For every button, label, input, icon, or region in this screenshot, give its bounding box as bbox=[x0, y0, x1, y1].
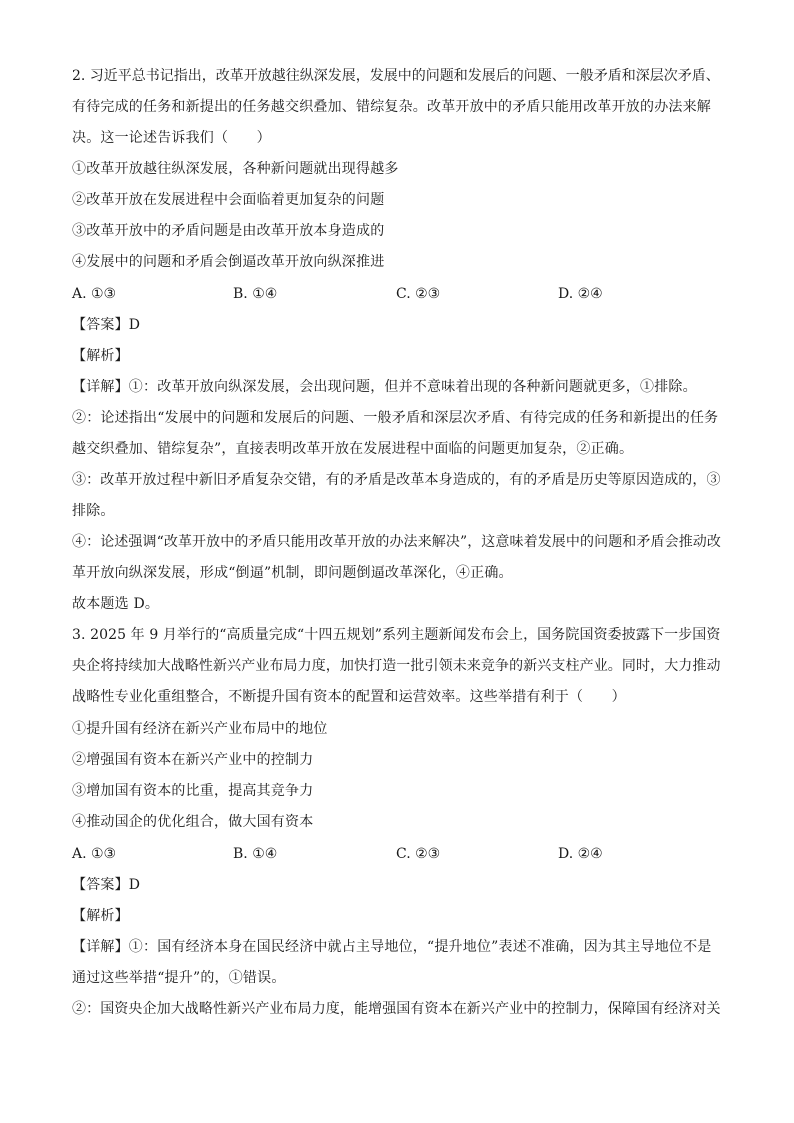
q2-detail-line-1: 【详解】①：改革开放向纵深发展，会出现问题，但并不意味着出现的各种新问题就更多，①排除。 bbox=[72, 379, 697, 395]
q3-stem-line-2: 央企将持续加大战略性新兴产业布局力度，加快打造一批引领未来竞争的新兴支柱产业。同时，大力推动 bbox=[72, 658, 721, 674]
q2-detail-line-6: ④：论述强调“改革开放中的矛盾只能用改革开放的办法来解决”，这意味着发展中的问题和矛盾会推动改 bbox=[72, 534, 722, 550]
q2-detail-line-3: 越交织叠加、错综复杂”，直接表明改革开放在发展进程中面临的问题更加复杂，②正确。 bbox=[72, 441, 634, 457]
q3-item-2: ②增强国有资本在新兴产业中的控制力 bbox=[72, 752, 314, 768]
q2-stem-line-1: 2. 习近平总书记指出，改革开放越往纵深发展，发展中的问题和发展后的问题、一般矛盾和深层次矛盾、 bbox=[72, 68, 720, 84]
q3-item-4: ④推动国企的优化组合，做大国有资本 bbox=[72, 814, 314, 830]
q2-item-3: ③改革开放中的矛盾问题是由改革开放本身造成的 bbox=[72, 223, 385, 239]
q2-answer: 【答案】D bbox=[72, 317, 141, 333]
q3-stem-line-1: 3. 2025 年 9 月举行的“高质量完成“十四五规划”系列主题新闻发布会上，国务院国资委披露下一步国资 bbox=[72, 627, 721, 643]
q3-detail-line-3: ②：国资央企加大战略性新兴产业布局力度，能增强国有资本在新兴产业中的控制力，保障国有经济对关 bbox=[72, 1001, 721, 1017]
q2-detail-line-5: 排除。 bbox=[72, 503, 115, 519]
q2-option-c[interactable]: C. ②③ bbox=[396, 286, 441, 302]
q3-option-a[interactable]: A. ①③ bbox=[72, 846, 117, 862]
q3-item-3: ③增加国有资本的比重，提高其竞争力 bbox=[72, 783, 314, 799]
q2-detail-line-4: ③：改革开放过程中新旧矛盾复杂交错，有的矛盾是改革本身造成的，有的矛盾是历史等原因造成的，③ bbox=[72, 472, 721, 488]
q2-conclusion: 故本题选 D。 bbox=[72, 596, 160, 612]
q3-item-1: ①提升国有经济在新兴产业布局中的地位 bbox=[72, 721, 328, 737]
q3-analysis-heading: 【解析】 bbox=[72, 908, 129, 924]
q2-detail-line-2: ②：论述指出“发展中的问题和发展后的问题、一般矛盾和深层次矛盾、有待完成的任务和新提出的任务 bbox=[72, 410, 719, 426]
q3-detail-line-1: 【详解】①：国有经济本身在国民经济中就占主导地位，“提升地位”表述不准确，因为其主导地位不是 bbox=[72, 939, 712, 955]
q3-option-c[interactable]: C. ②③ bbox=[396, 846, 441, 862]
q2-option-d[interactable]: D. ②④ bbox=[558, 286, 603, 302]
q2-stem-line-2: 有待完成的任务和新提出的任务越交织叠加、错综复杂。改革开放中的矛盾只能用改革开放的办法来解 bbox=[72, 99, 711, 115]
q2-item-2: ②改革开放在发展进程中会面临着更加复杂的问题 bbox=[72, 192, 385, 208]
q3-answer: 【答案】D bbox=[72, 877, 141, 893]
q3-stem-line-3: 战略性专业化重组整合，不断提升国有资本的配置和运营效率。这些举措有利于（ ） bbox=[72, 689, 626, 705]
q2-option-a[interactable]: A. ①③ bbox=[72, 286, 117, 302]
q2-detail-line-7: 革开放向纵深发展，形成“倒逼”机制，即问题倒逼改革深化，④正确。 bbox=[72, 565, 513, 581]
q3-detail-line-2: 通过这些举措“提升”的，①错误。 bbox=[72, 970, 286, 986]
q2-stem-line-3: 决。这一论述告诉我们（ ） bbox=[72, 130, 271, 146]
q2-option-b[interactable]: B. ①④ bbox=[233, 286, 278, 302]
q3-option-b[interactable]: B. ①④ bbox=[233, 846, 278, 862]
q2-analysis-heading: 【解析】 bbox=[72, 348, 129, 364]
q2-item-4: ④发展中的问题和矛盾会倒逼改革开放向纵深推进 bbox=[72, 254, 385, 270]
q2-item-1: ①改革开放越往纵深发展，各种新问题就出现得越多 bbox=[72, 161, 399, 177]
q3-option-d[interactable]: D. ②④ bbox=[558, 846, 603, 862]
